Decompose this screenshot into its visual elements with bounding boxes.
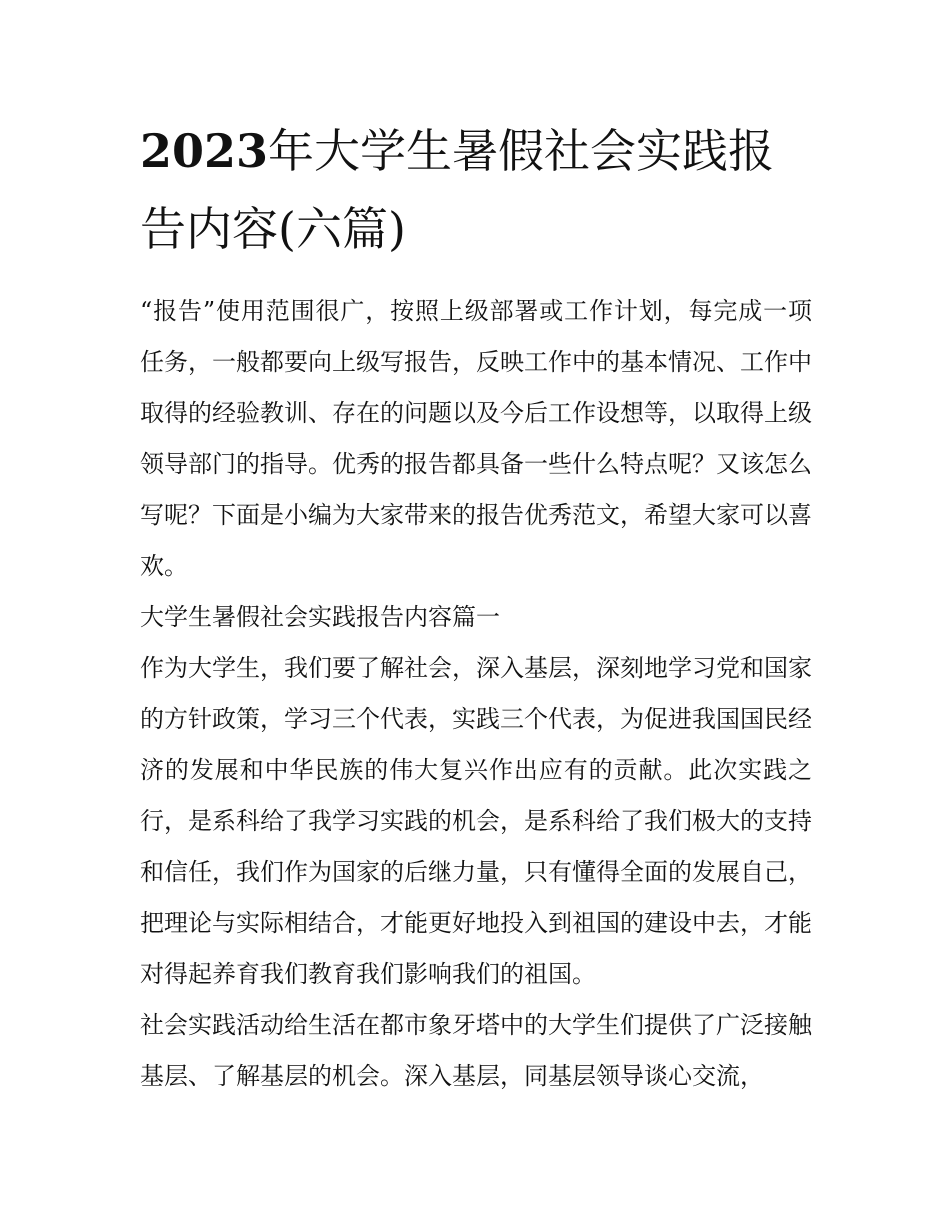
section-heading: 大学生暑假社会实践报告内容篇一 bbox=[140, 603, 500, 631]
document-title bbox=[140, 112, 812, 268]
title-year: 2023 bbox=[140, 124, 269, 178]
document-body bbox=[140, 286, 812, 1102]
document-page bbox=[140, 112, 812, 1102]
intro-paragraph: “报告”使用范围很广，按照上级部署或工作计划，每完成一项任务，一般都要向上级写报告，反映工作中的基本情况、工作中取得的经验教训、存在的问题以及今后工作设想等，以取得上级领导部门的指导。优秀的报告都具备一些什么特点呢？又该怎么写呢？下面是小编为大家带来的报告优秀范文，希望大家可以喜欢。 bbox=[140, 297, 812, 580]
title-text: 年大学生暑假社会实践报告内容(六篇) bbox=[140, 124, 775, 256]
section-paragraph-2: 社会实践活动给生活在都市象牙塔中的大学生们提供了广泛接触基层、了解基层的机会。深入基层，同基层领导谈心交流， bbox=[140, 1011, 812, 1090]
section-paragraph-1: 作为大学生，我们要了解社会，深入基层，深刻地学习党和国家的方针政策，学习三个代表，实践三个代表，为促进我国国民经济的发展和中华民族的伟大复兴作出应有的贡献。此次实践之行，是系科给了我学习实践的机会，是系科给了我们极大的支持和信任，我们作为国家的后继力量，只有懂得全面的发展自己，把理论与实际相结合，才能更好地投入到祖国的建设中去，才能对得起养育我们教育我们影响我们的祖国。 bbox=[140, 654, 812, 988]
